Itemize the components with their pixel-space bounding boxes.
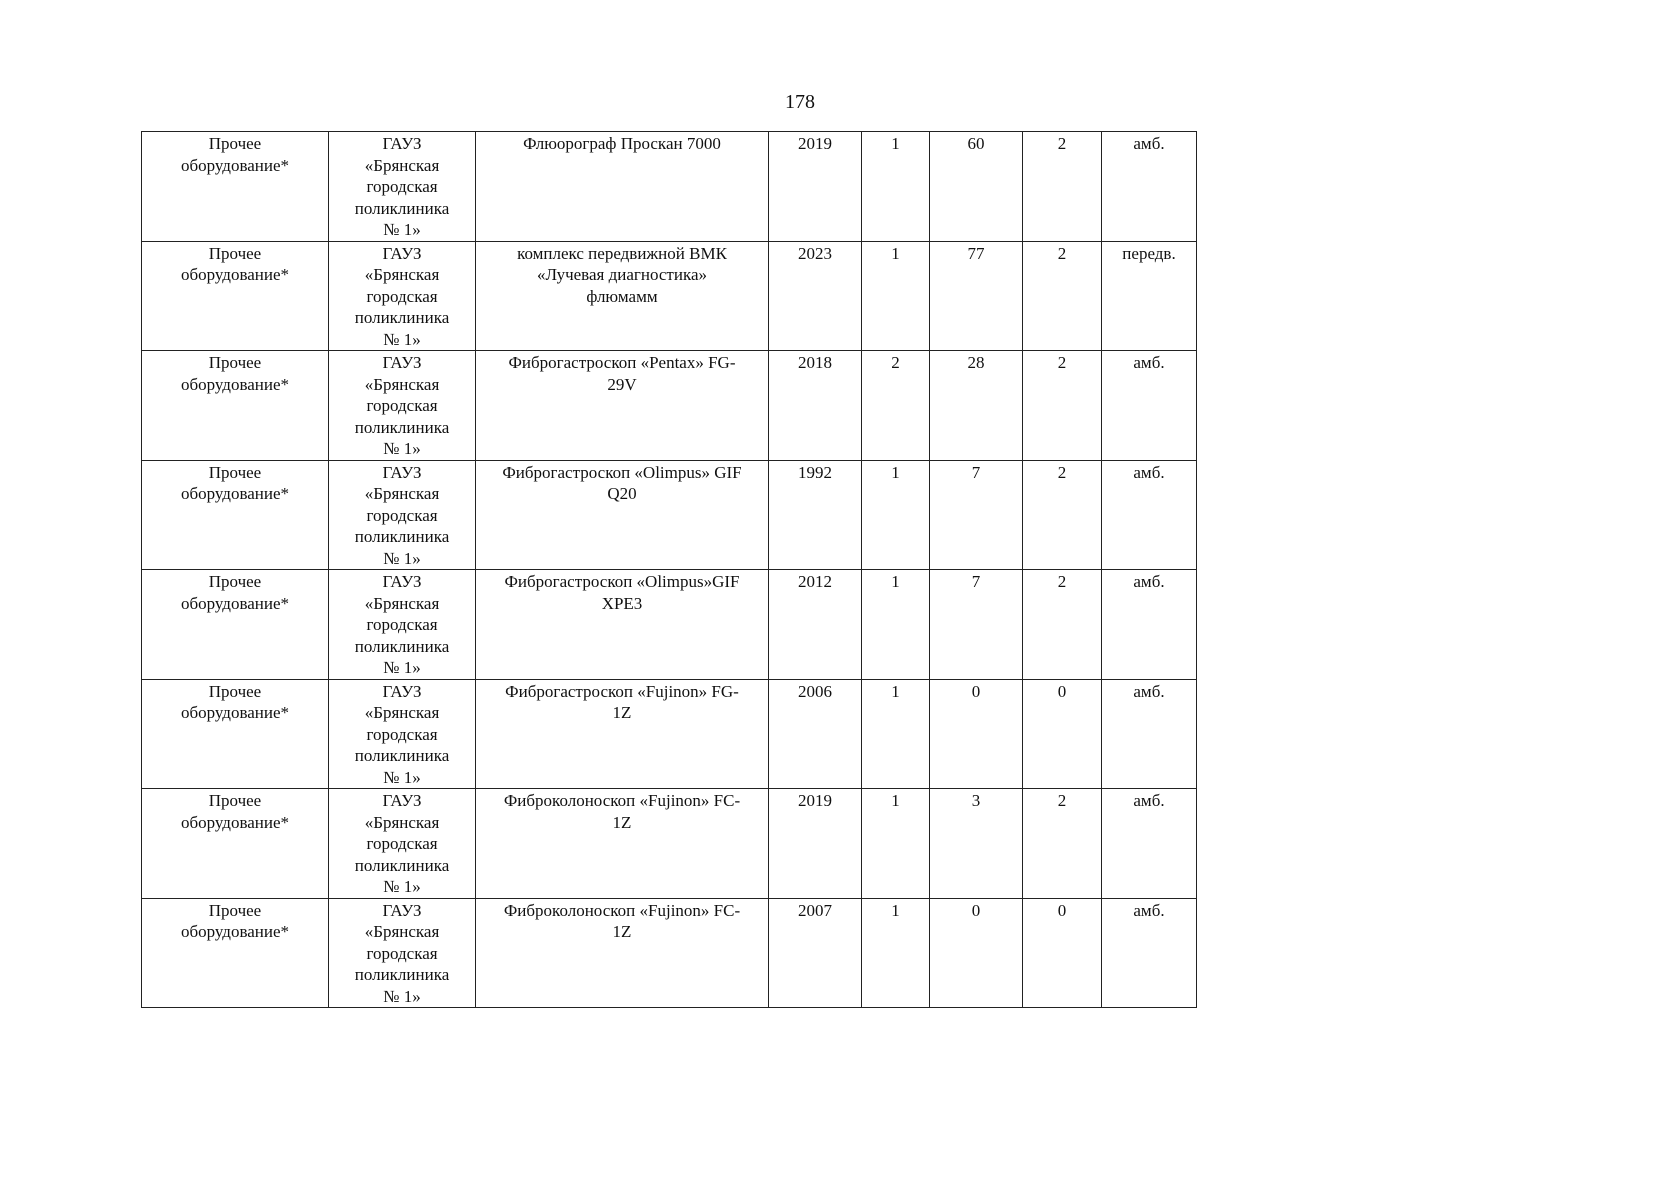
service-type-cell: амб. — [1102, 679, 1197, 789]
organization-line: «Брянская — [364, 265, 440, 284]
organization-line: городская — [366, 834, 438, 853]
equipment-name-line: Фиброгастроскоп «Fujinon» FG- — [505, 681, 739, 701]
equipment-name-cell — [476, 898, 769, 1008]
organization-line: ГАУЗ — [382, 462, 422, 482]
shifts-cell: 2 — [1023, 351, 1102, 461]
table-row — [142, 460, 1197, 570]
table-row — [142, 898, 1197, 1008]
equipment-name-line: Флюорограф Проскан 7000 — [523, 134, 721, 153]
category-cell — [142, 460, 329, 570]
organization-line: городская — [366, 505, 438, 525]
equipment-name-cell — [476, 679, 769, 789]
category-line: Прочее — [208, 134, 262, 153]
table-row — [142, 351, 1197, 461]
quantity-cell: 1 — [862, 570, 930, 680]
organization-line: № 1» — [383, 767, 421, 787]
equipment-name-cell — [476, 351, 769, 461]
organization-line: поликлиника — [354, 527, 450, 546]
quantity-cell: 1 — [862, 132, 930, 242]
equipment-table-body — [142, 132, 1197, 1008]
organization-line: городская — [366, 177, 438, 196]
quantity-cell: 1 — [862, 679, 930, 789]
shifts-cell: 2 — [1023, 132, 1102, 242]
category-line: оборудование* — [180, 812, 290, 832]
equipment-table — [141, 131, 1197, 1008]
organization-line: поликлиника — [354, 636, 450, 656]
year-cell: 2012 — [769, 570, 862, 680]
organization-line: городская — [366, 724, 438, 744]
equipment-name-cell — [476, 460, 769, 570]
organization-line: «Брянская — [364, 374, 440, 394]
organization-line: № 1» — [383, 220, 421, 239]
load-cell: 0 — [930, 898, 1023, 1008]
equipment-name-line: «Лучевая диагностика» — [536, 265, 708, 284]
table-row — [142, 789, 1197, 899]
equipment-name-line: Фиброколоноскоп «Fujinon» FC- — [503, 900, 741, 920]
category-cell — [142, 898, 329, 1008]
organization-line: «Брянская — [364, 703, 440, 722]
organization-line: городская — [366, 943, 438, 963]
service-type-cell: амб. — [1102, 898, 1197, 1008]
year-cell: 2007 — [769, 898, 862, 1008]
organization-line: ГАУЗ — [382, 900, 422, 920]
organization-line: «Брянская — [364, 812, 440, 832]
category-cell — [142, 351, 329, 461]
category-line: оборудование* — [180, 703, 290, 722]
service-type-cell: амб. — [1102, 789, 1197, 899]
table-row — [142, 241, 1197, 351]
category-line: Прочее — [208, 900, 262, 920]
organization-cell — [329, 789, 476, 899]
equipment-name-line: 29V — [607, 374, 637, 394]
load-cell: 7 — [930, 460, 1023, 570]
category-line: оборудование* — [180, 155, 290, 175]
organization-line: городская — [366, 286, 438, 306]
organization-line: № 1» — [383, 329, 421, 349]
organization-cell — [329, 132, 476, 242]
load-cell: 7 — [930, 570, 1023, 680]
year-cell: 2018 — [769, 351, 862, 461]
organization-line: № 1» — [383, 439, 421, 458]
organization-cell — [329, 351, 476, 461]
equipment-table-container — [141, 131, 1197, 1008]
organization-cell — [329, 570, 476, 680]
equipment-name-line: комплекс передвижной ВМК — [517, 243, 727, 263]
organization-line: ГАУЗ — [382, 134, 422, 153]
equipment-name-line: флюмамм — [586, 286, 658, 306]
equipment-name-cell — [476, 241, 769, 351]
organization-line: ГАУЗ — [382, 243, 422, 263]
year-cell: 2006 — [769, 679, 862, 789]
category-line: Прочее — [208, 462, 262, 482]
load-cell: 60 — [930, 132, 1023, 242]
table-row — [142, 679, 1197, 789]
category-line: оборудование* — [180, 484, 290, 503]
category-line: оборудование* — [180, 593, 290, 613]
organization-cell — [329, 679, 476, 789]
equipment-name-line: 1Z — [612, 812, 632, 832]
equipment-name-line: 1Z — [612, 922, 632, 941]
year-cell: 2019 — [769, 789, 862, 899]
category-line: оборудование* — [180, 922, 290, 941]
organization-line: «Брянская — [364, 155, 440, 175]
organization-line: ГАУЗ — [382, 353, 422, 372]
category-cell — [142, 570, 329, 680]
shifts-cell: 2 — [1023, 460, 1102, 570]
equipment-name-cell — [476, 132, 769, 242]
organization-line: поликлиника — [354, 965, 450, 984]
equipment-name-line: Фиброгастроскоп «Olimpus» GIF — [502, 462, 742, 482]
year-cell: 2023 — [769, 241, 862, 351]
equipment-name-line: 1Z — [612, 703, 632, 722]
category-cell — [142, 789, 329, 899]
organization-line: «Брянская — [364, 484, 440, 503]
year-cell: 1992 — [769, 460, 862, 570]
organization-line: поликлиника — [354, 308, 450, 327]
quantity-cell: 2 — [862, 351, 930, 461]
organization-cell — [329, 460, 476, 570]
organization-line: ГАУЗ — [382, 791, 422, 810]
equipment-name-line: Q20 — [607, 484, 637, 503]
shifts-cell: 0 — [1023, 898, 1102, 1008]
organization-line: № 1» — [383, 986, 421, 1006]
equipment-name-line: Фиброгастроскоп «Pentax» FG- — [508, 353, 736, 372]
service-type-cell: амб. — [1102, 132, 1197, 242]
equipment-name-cell — [476, 570, 769, 680]
organization-line: поликлиника — [354, 198, 450, 218]
quantity-cell: 1 — [862, 789, 930, 899]
organization-line: городская — [366, 615, 438, 634]
shifts-cell: 2 — [1023, 570, 1102, 680]
organization-line: ГАУЗ — [382, 681, 422, 701]
organization-line: № 1» — [383, 548, 421, 568]
category-line: Прочее — [208, 572, 262, 591]
category-line: Прочее — [208, 243, 262, 263]
category-line: Прочее — [208, 681, 262, 701]
equipment-name-line: Фиброколоноскоп «Fujinon» FC- — [503, 791, 741, 810]
equipment-name-line: XPE3 — [601, 593, 643, 613]
load-cell: 77 — [930, 241, 1023, 351]
quantity-cell: 1 — [862, 241, 930, 351]
service-type-cell: амб. — [1102, 351, 1197, 461]
organization-line: поликлиника — [354, 746, 450, 765]
organization-cell — [329, 241, 476, 351]
shifts-cell: 0 — [1023, 679, 1102, 789]
equipment-name-cell — [476, 789, 769, 899]
load-cell: 28 — [930, 351, 1023, 461]
table-row — [142, 132, 1197, 242]
service-type-cell: амб. — [1102, 570, 1197, 680]
load-cell: 3 — [930, 789, 1023, 899]
organization-line: ГАУЗ — [382, 572, 422, 591]
table-row — [142, 570, 1197, 680]
page-number: 178 — [785, 91, 815, 113]
equipment-name-line: Фиброгастроскоп «Olimpus»GIF — [504, 572, 740, 591]
organization-line: поликлиника — [354, 417, 450, 437]
quantity-cell: 1 — [862, 460, 930, 570]
category-line: Прочее — [208, 353, 262, 372]
category-line: оборудование* — [180, 265, 290, 284]
organization-line: № 1» — [383, 877, 421, 896]
organization-line: «Брянская — [364, 922, 440, 941]
organization-line: «Брянская — [364, 593, 440, 613]
shifts-cell: 2 — [1023, 241, 1102, 351]
category-line: оборудование* — [180, 374, 290, 394]
quantity-cell: 1 — [862, 898, 930, 1008]
load-cell: 0 — [930, 679, 1023, 789]
category-cell — [142, 241, 329, 351]
organization-line: поликлиника — [354, 855, 450, 875]
organization-cell — [329, 898, 476, 1008]
shifts-cell: 2 — [1023, 789, 1102, 899]
organization-line: № 1» — [383, 658, 421, 677]
category-cell — [142, 679, 329, 789]
service-type-cell: передв. — [1102, 241, 1197, 351]
year-cell: 2019 — [769, 132, 862, 242]
category-cell — [142, 132, 329, 242]
organization-line: городская — [366, 396, 438, 415]
service-type-cell: амб. — [1102, 460, 1197, 570]
category-line: Прочее — [208, 791, 262, 810]
